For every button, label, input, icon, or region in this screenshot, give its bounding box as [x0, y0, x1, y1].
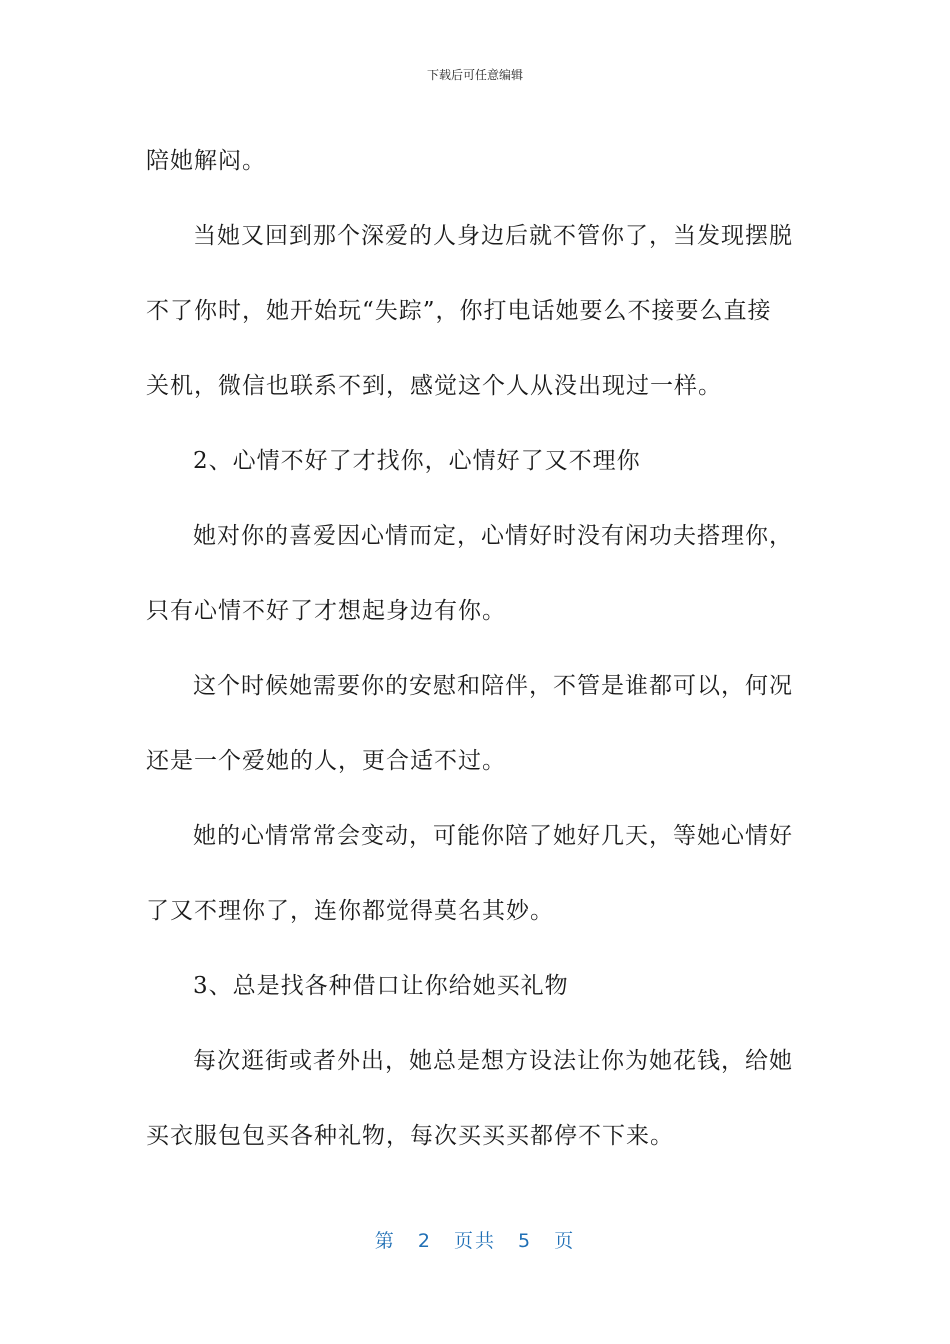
paragraph-line: 当她又回到那个深爱的人身边后就不管你了，当发现摆脱	[193, 223, 793, 249]
paragraph-line: 只有心情不好了才想起身边有你。	[146, 598, 506, 624]
paragraph-line: 不了你时，她开始玩“失踪”，你打电话她要么不接要么直接	[146, 298, 772, 324]
footer-middle: 页共	[453, 1230, 496, 1252]
footer-suffix: 页	[554, 1230, 576, 1252]
document-body	[146, 124, 806, 1174]
paragraph-line: 她对你的喜爱因心情而定，心情好时没有闲功夫搭理你，	[193, 523, 793, 549]
page-header-note: 下载后可任意编辑	[426, 68, 523, 82]
paragraph-line: 这个时候她需要你的安慰和陪伴，不管是谁都可以，何况	[193, 673, 793, 699]
footer-total-pages: 5	[518, 1230, 533, 1252]
paragraph-line: 关机，微信也联系不到，感觉这个人从没出现过一样。	[146, 373, 722, 399]
page-number-footer	[0, 1226, 950, 1253]
section-heading: 2、心情不好了才找你，心情好了又不理你	[193, 448, 641, 474]
footer-current-page: 2	[417, 1230, 432, 1252]
section-heading: 3、总是找各种借口让你给她买礼物	[193, 973, 569, 999]
paragraph-line: 了又不理你了，连你都觉得莫名其妙。	[146, 898, 554, 924]
paragraph-line: 每次逛街或者外出，她总是想方设法让你为她花钱，给她	[193, 1048, 793, 1074]
paragraph-line: 她的心情常常会变动，可能你陪了她好几天，等她心情好	[193, 823, 793, 849]
paragraph-line: 还是一个爱她的人，更合适不过。	[146, 748, 506, 774]
paragraph-line: 买衣服包包买各种礼物，每次买买买都停不下来。	[146, 1123, 674, 1149]
paragraph-line: 陪她解闷。	[146, 148, 266, 174]
footer-prefix: 第	[374, 1230, 396, 1252]
